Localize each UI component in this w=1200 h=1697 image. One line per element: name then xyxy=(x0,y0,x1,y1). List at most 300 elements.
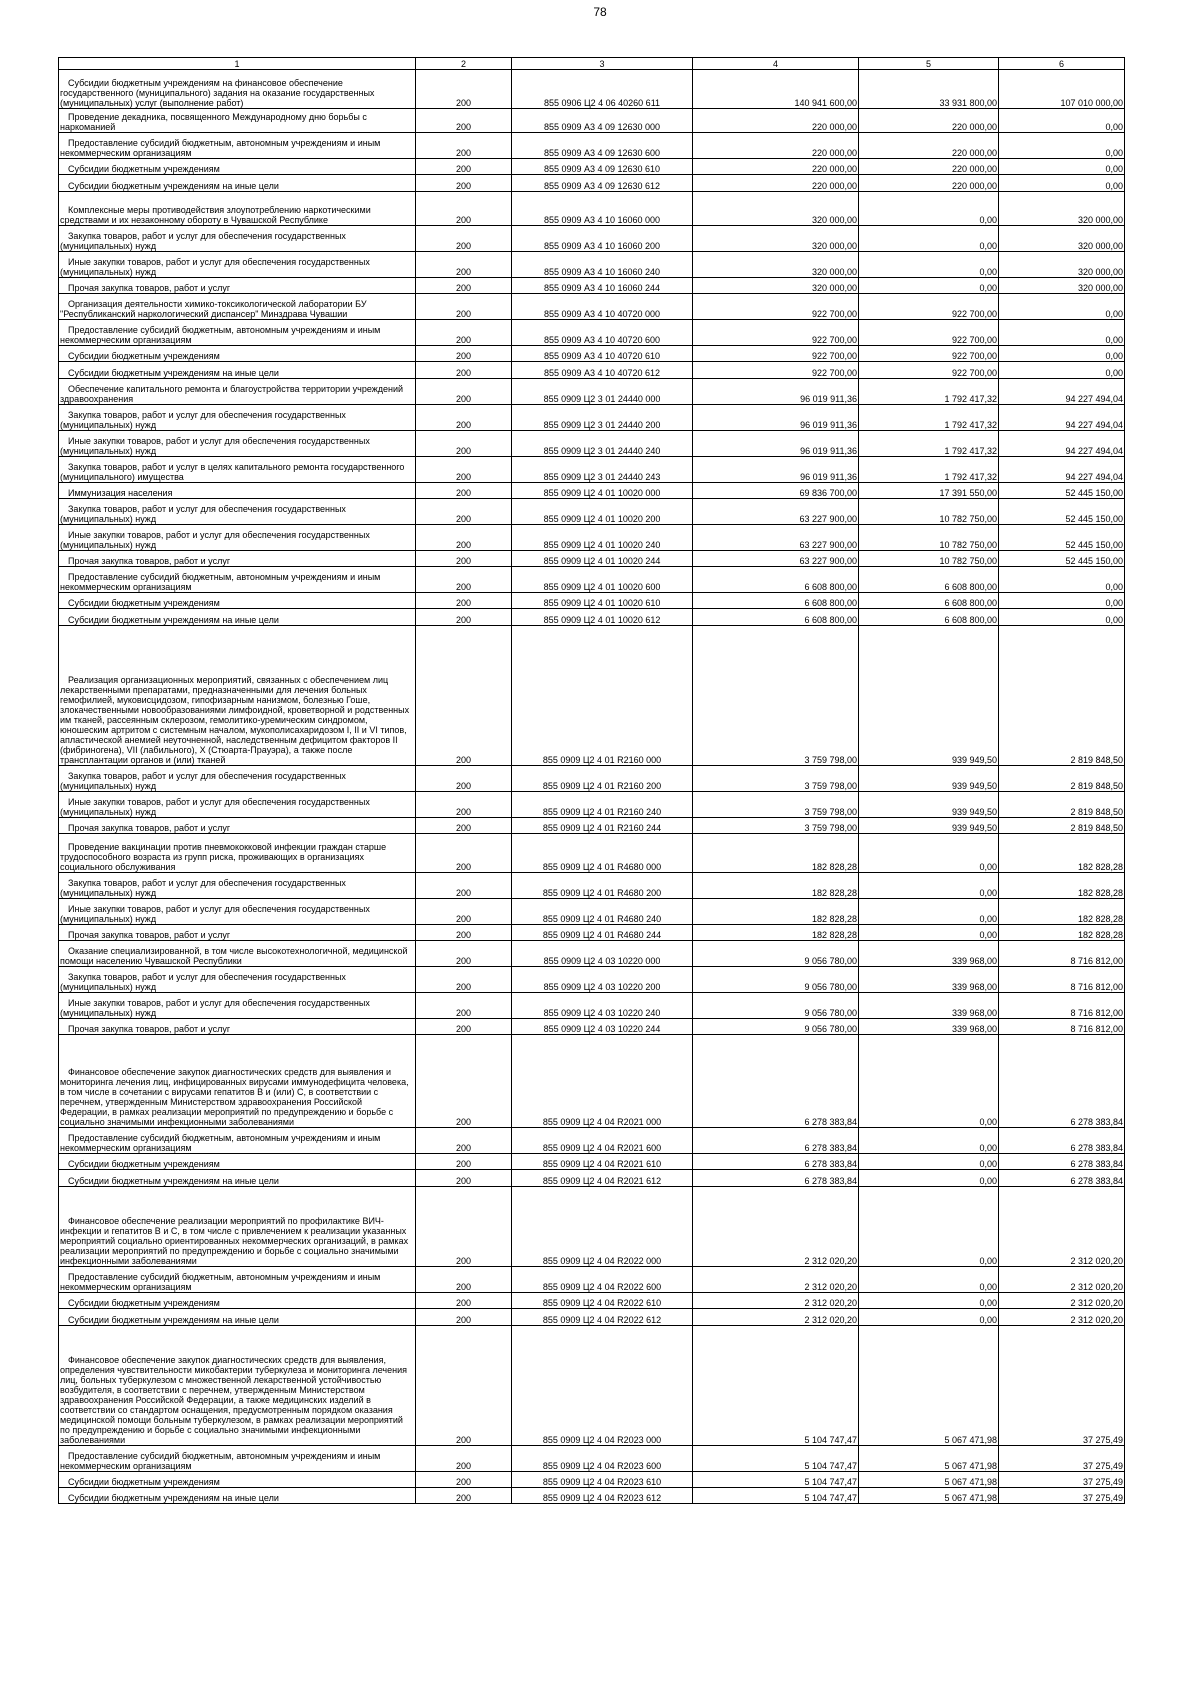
row-amount-col6-cell: 0,00 xyxy=(999,133,1125,159)
row-amount-col5-cell: 339 968,00 xyxy=(859,941,999,967)
row-name-cell xyxy=(59,1446,416,1472)
row-amount-col6-cell: 52 445 150,00 xyxy=(999,483,1125,499)
column-header-6: 6 xyxy=(999,58,1125,70)
row-col2-cell: 200 xyxy=(416,941,512,967)
row-code-cell: 855 0909 Ц2 4 04 R2021 000 xyxy=(512,1035,693,1128)
row-amount-col5-cell: 0,00 xyxy=(859,1035,999,1128)
column-header-1: 1 xyxy=(59,58,416,70)
row-amount-col5-cell: 0,00 xyxy=(859,1170,999,1187)
row-code-cell: 855 0909 Ц2 4 04 R2021 610 xyxy=(512,1154,693,1170)
row-code-cell: 855 0909 Ц2 4 01 R4680 200 xyxy=(512,873,693,899)
row-name-cell xyxy=(59,525,416,551)
row-amount-col6-cell: 0,00 xyxy=(999,159,1125,175)
row-code-cell: 855 0909 Ц2 4 03 10220 000 xyxy=(512,941,693,967)
column-header-5: 5 xyxy=(859,58,999,70)
row-name-cell xyxy=(59,457,416,483)
row-amount-col6-cell: 8 716 812,00 xyxy=(999,993,1125,1019)
row-name-cell xyxy=(59,626,416,766)
row-col2-cell: 200 xyxy=(416,431,512,457)
table-row xyxy=(59,1326,1125,1446)
table-row xyxy=(59,405,1125,431)
row-name-cell xyxy=(59,109,416,133)
table-row xyxy=(59,159,1125,175)
row-name-cell xyxy=(59,593,416,609)
row-code-cell: 855 0909 Ц2 4 03 10220 200 xyxy=(512,967,693,993)
row-name-text: Прочая закупка товаров, работ и услуг xyxy=(68,1024,231,1034)
row-amount-col5-cell: 922 700,00 xyxy=(859,346,999,362)
row-code-cell: 855 0909 Ц2 4 01 10020 240 xyxy=(512,525,693,551)
row-code-cell: 855 0909 Ц2 4 01 R2160 000 xyxy=(512,626,693,766)
row-name-cell xyxy=(59,192,416,226)
row-name-text: Предоставление субсидий бюджетным, автономным учреждениям и иным некоммерческим организациям xyxy=(60,1272,381,1292)
row-amount-col5-cell: 220 000,00 xyxy=(859,109,999,133)
row-amount-col6-cell: 2 819 848,50 xyxy=(999,792,1125,818)
row-amount-col5-cell: 1 792 417,32 xyxy=(859,457,999,483)
row-amount-col5-cell: 0,00 xyxy=(859,1187,999,1267)
row-amount-col5-cell: 0,00 xyxy=(859,192,999,226)
row-amount-col5-cell: 0,00 xyxy=(859,1128,999,1154)
row-name-cell xyxy=(59,925,416,941)
row-amount-total-cell: 5 104 747,47 xyxy=(693,1326,859,1446)
table-row xyxy=(59,278,1125,294)
row-col2-cell: 200 xyxy=(416,405,512,431)
row-amount-col5-cell: 0,00 xyxy=(859,1309,999,1326)
table-row xyxy=(59,818,1125,834)
row-amount-col6-cell: 0,00 xyxy=(999,294,1125,320)
table-row xyxy=(59,834,1125,873)
row-amount-col5-cell: 0,00 xyxy=(859,1293,999,1309)
row-name-text: Иные закупки товаров, работ и услуг для обеспечения государственных (муниципальных) нужд xyxy=(60,797,370,817)
row-amount-col5-cell: 5 067 471,98 xyxy=(859,1472,999,1488)
row-col2-cell: 200 xyxy=(416,873,512,899)
table-row xyxy=(59,593,1125,609)
row-col2-cell: 200 xyxy=(416,993,512,1019)
row-amount-col6-cell: 182 828,28 xyxy=(999,899,1125,925)
row-amount-total-cell: 96 019 911,36 xyxy=(693,405,859,431)
row-amount-col6-cell: 107 010 000,00 xyxy=(999,70,1125,109)
row-col2-cell: 200 xyxy=(416,925,512,941)
row-name-cell xyxy=(59,362,416,379)
table-row xyxy=(59,609,1125,626)
row-name-cell xyxy=(59,1035,416,1128)
row-amount-col6-cell: 52 445 150,00 xyxy=(999,525,1125,551)
row-name-text: Субсидии бюджетным учреждениям xyxy=(68,1159,220,1169)
row-name-text: Организация деятельности химико-токсикологической лаборатории БУ "Республиканский наркологический диспансер" Минздрава Чувашии xyxy=(60,299,367,319)
column-header-2: 2 xyxy=(416,58,512,70)
table-row xyxy=(59,1170,1125,1187)
row-amount-col5-cell: 0,00 xyxy=(859,899,999,925)
row-amount-col6-cell: 94 227 494,04 xyxy=(999,379,1125,405)
row-amount-col5-cell: 220 000,00 xyxy=(859,159,999,175)
row-amount-col6-cell: 37 275,49 xyxy=(999,1472,1125,1488)
row-amount-total-cell: 320 000,00 xyxy=(693,192,859,226)
row-code-cell: 855 0909 А3 4 09 12630 612 xyxy=(512,175,693,192)
row-amount-col6-cell: 2 312 020,20 xyxy=(999,1187,1125,1267)
row-col2-cell: 200 xyxy=(416,1309,512,1326)
row-name-cell xyxy=(59,346,416,362)
row-amount-total-cell: 9 056 780,00 xyxy=(693,941,859,967)
row-amount-col6-cell: 2 819 848,50 xyxy=(999,626,1125,766)
table-row xyxy=(59,175,1125,192)
row-amount-total-cell: 2 312 020,20 xyxy=(693,1267,859,1293)
row-amount-col5-cell: 922 700,00 xyxy=(859,362,999,379)
row-name-cell xyxy=(59,993,416,1019)
table-row xyxy=(59,431,1125,457)
row-name-text: Закупка товаров, работ и услуг для обеспечения государственных (муниципальных) нужд xyxy=(60,410,346,430)
row-amount-total-cell: 3 759 798,00 xyxy=(693,818,859,834)
row-amount-total-cell: 182 828,28 xyxy=(693,925,859,941)
row-amount-total-cell: 3 759 798,00 xyxy=(693,792,859,818)
row-col2-cell: 200 xyxy=(416,1170,512,1187)
row-col2-cell: 200 xyxy=(416,1187,512,1267)
row-name-cell xyxy=(59,941,416,967)
row-name-cell xyxy=(59,1472,416,1488)
row-name-text: Закупка товаров, работ и услуг для обеспечения государственных (муниципальных) нужд xyxy=(60,771,346,791)
table-row xyxy=(59,1472,1125,1488)
row-amount-col5-cell: 0,00 xyxy=(859,278,999,294)
table-row xyxy=(59,567,1125,593)
row-amount-col5-cell: 0,00 xyxy=(859,1154,999,1170)
table-row xyxy=(59,1309,1125,1326)
row-col2-cell: 200 xyxy=(416,1267,512,1293)
row-amount-col6-cell: 52 445 150,00 xyxy=(999,551,1125,567)
table-row xyxy=(59,626,1125,766)
row-name-cell xyxy=(59,252,416,278)
row-name-cell xyxy=(59,431,416,457)
row-amount-col6-cell: 2 819 848,50 xyxy=(999,766,1125,792)
table-row xyxy=(59,873,1125,899)
table-row xyxy=(59,1019,1125,1035)
row-amount-total-cell: 5 104 747,47 xyxy=(693,1488,859,1504)
row-amount-col6-cell: 182 828,28 xyxy=(999,834,1125,873)
row-name-cell xyxy=(59,818,416,834)
row-name-text: Субсидии бюджетным учреждениям xyxy=(68,1298,220,1308)
row-col2-cell: 200 xyxy=(416,252,512,278)
row-amount-col5-cell: 5 067 471,98 xyxy=(859,1488,999,1504)
row-name-cell xyxy=(59,567,416,593)
row-amount-total-cell: 2 312 020,20 xyxy=(693,1309,859,1326)
row-col2-cell: 200 xyxy=(416,320,512,346)
row-amount-col5-cell: 220 000,00 xyxy=(859,133,999,159)
row-col2-cell: 200 xyxy=(416,1446,512,1472)
table-row xyxy=(59,362,1125,379)
row-amount-total-cell: 3 759 798,00 xyxy=(693,766,859,792)
row-name-text: Проведение декадника, посвященного Международному дню борьбы с наркоманией xyxy=(60,112,367,132)
row-amount-col6-cell: 2 312 020,20 xyxy=(999,1267,1125,1293)
row-code-cell: 855 0909 Ц2 3 01 24440 240 xyxy=(512,431,693,457)
row-col2-cell: 200 xyxy=(416,1128,512,1154)
row-col2-cell: 200 xyxy=(416,967,512,993)
row-amount-col6-cell: 0,00 xyxy=(999,175,1125,192)
row-name-cell xyxy=(59,1293,416,1309)
column-header-4: 4 xyxy=(693,58,859,70)
row-name-cell xyxy=(59,609,416,626)
table-row xyxy=(59,70,1125,109)
row-amount-total-cell: 2 312 020,20 xyxy=(693,1187,859,1267)
row-col2-cell: 200 xyxy=(416,525,512,551)
table-row xyxy=(59,525,1125,551)
table-row xyxy=(59,766,1125,792)
row-code-cell: 855 0906 Ц2 4 06 40260 611 xyxy=(512,70,693,109)
row-col2-cell: 200 xyxy=(416,834,512,873)
row-col2-cell: 200 xyxy=(416,133,512,159)
row-code-cell: 855 0909 Ц2 4 01 R4680 240 xyxy=(512,899,693,925)
row-amount-col6-cell: 37 275,49 xyxy=(999,1488,1125,1504)
column-header-3: 3 xyxy=(512,58,693,70)
row-amount-col6-cell: 94 227 494,04 xyxy=(999,457,1125,483)
row-amount-col5-cell: 10 782 750,00 xyxy=(859,551,999,567)
row-col2-cell: 200 xyxy=(416,1472,512,1488)
row-amount-col6-cell: 182 828,28 xyxy=(999,925,1125,941)
row-name-text: Комплексные меры противодействия злоупотреблению наркотическими средствами и их незаконному обороту в Чувашской Республике xyxy=(60,205,371,225)
row-name-text: Иные закупки товаров, работ и услуг для обеспечения государственных (муниципальных) нужд xyxy=(60,257,370,277)
row-name-text: Финансовое обеспечение закупок диагностических средств для выявления, определения чувствительности микобактерии туберкулеза и мониторинга лечения лиц, больных туберкулезом с множественной лекарственной устойчивостью возбудителя, в соответствии с перечнем, утвержденным Министерством здравоохранения Российской Федерации, а также медицинских изделий в соответствии со стандартом оснащения, предусмотренным порядком оказания медицинской помощи больным туберкулезом, в рамках реализации мероприятий по предупреждению и борьбе с социально значимыми инфекционными заболеваниями xyxy=(60,1355,407,1445)
row-amount-col6-cell: 320 000,00 xyxy=(999,226,1125,252)
row-name-text: Предоставление субсидий бюджетным, автономным учреждениям и иным некоммерческим организациям xyxy=(60,325,381,345)
row-col2-cell: 200 xyxy=(416,551,512,567)
row-col2-cell: 200 xyxy=(416,457,512,483)
row-code-cell: 855 0909 Ц2 4 04 R2022 000 xyxy=(512,1187,693,1267)
row-amount-col5-cell: 339 968,00 xyxy=(859,967,999,993)
table-row xyxy=(59,133,1125,159)
table-row xyxy=(59,993,1125,1019)
row-amount-total-cell: 220 000,00 xyxy=(693,133,859,159)
row-name-text: Предоставление субсидий бюджетным, автономным учреждениям и иным некоммерческим организациям xyxy=(60,1133,381,1153)
row-amount-col6-cell: 0,00 xyxy=(999,362,1125,379)
row-amount-total-cell: 922 700,00 xyxy=(693,294,859,320)
row-amount-col5-cell: 6 608 800,00 xyxy=(859,609,999,626)
row-amount-total-cell: 6 608 800,00 xyxy=(693,609,859,626)
row-code-cell: 855 0909 Ц2 4 04 R2021 600 xyxy=(512,1128,693,1154)
row-amount-col5-cell: 1 792 417,32 xyxy=(859,405,999,431)
row-amount-col6-cell: 320 000,00 xyxy=(999,252,1125,278)
row-amount-col6-cell: 0,00 xyxy=(999,567,1125,593)
row-code-cell: 855 0909 Ц2 4 03 10220 240 xyxy=(512,993,693,1019)
row-amount-total-cell: 96 019 911,36 xyxy=(693,379,859,405)
row-amount-col6-cell: 94 227 494,04 xyxy=(999,405,1125,431)
row-col2-cell: 200 xyxy=(416,626,512,766)
row-code-cell: 855 0909 Ц2 4 01 10020 000 xyxy=(512,483,693,499)
row-amount-col5-cell: 0,00 xyxy=(859,252,999,278)
row-amount-col6-cell: 6 278 383,84 xyxy=(999,1035,1125,1128)
row-amount-total-cell: 922 700,00 xyxy=(693,320,859,346)
row-name-text: Иные закупки товаров, работ и услуг для обеспечения государственных (муниципальных) нужд xyxy=(60,530,370,550)
row-name-text: Прочая закупка товаров, работ и услуг xyxy=(68,823,231,833)
row-code-cell: 855 0909 А3 4 10 40720 600 xyxy=(512,320,693,346)
row-amount-col5-cell: 1 792 417,32 xyxy=(859,431,999,457)
table-row xyxy=(59,320,1125,346)
row-amount-total-cell: 140 941 600,00 xyxy=(693,70,859,109)
row-col2-cell: 200 xyxy=(416,278,512,294)
row-amount-total-cell: 6 278 383,84 xyxy=(693,1170,859,1187)
row-name-cell xyxy=(59,278,416,294)
row-name-text: Субсидии бюджетным учреждениям на финансовое обеспечение государственного (муниципального) задания на оказание государственных (муниципальных) услуг (выполнение работ) xyxy=(60,78,375,108)
row-name-cell xyxy=(59,834,416,873)
row-amount-total-cell: 9 056 780,00 xyxy=(693,967,859,993)
table-row xyxy=(59,294,1125,320)
row-amount-total-cell: 220 000,00 xyxy=(693,175,859,192)
row-col2-cell: 200 xyxy=(416,499,512,525)
row-amount-col5-cell: 33 931 800,00 xyxy=(859,70,999,109)
row-amount-total-cell: 6 608 800,00 xyxy=(693,593,859,609)
row-code-cell: 855 0909 Ц2 4 01 R4680 244 xyxy=(512,925,693,941)
table-row xyxy=(59,1293,1125,1309)
row-name-cell xyxy=(59,499,416,525)
row-col2-cell: 200 xyxy=(416,766,512,792)
row-code-cell: 855 0909 Ц2 4 04 R2023 000 xyxy=(512,1326,693,1446)
row-name-text: Прочая закупка товаров, работ и услуг xyxy=(68,930,231,940)
row-name-cell xyxy=(59,1326,416,1446)
row-code-cell: 855 0909 Ц2 4 03 10220 244 xyxy=(512,1019,693,1035)
row-name-text: Предоставление субсидий бюджетным, автономным учреждениям и иным некоммерческим организациям xyxy=(60,138,381,158)
row-name-text: Предоставление субсидий бюджетным, автономным учреждениям и иным некоммерческим организациям xyxy=(60,1451,381,1471)
row-code-cell: 855 0909 А3 4 09 12630 000 xyxy=(512,109,693,133)
row-amount-col5-cell: 339 968,00 xyxy=(859,993,999,1019)
table-row xyxy=(59,941,1125,967)
row-name-cell xyxy=(59,379,416,405)
row-col2-cell: 200 xyxy=(416,1019,512,1035)
budget-table xyxy=(58,57,1125,1504)
row-code-cell: 855 0909 А3 4 09 12630 600 xyxy=(512,133,693,159)
row-code-cell: 855 0909 Ц2 4 01 10020 612 xyxy=(512,609,693,626)
row-name-text: Иммунизация населения xyxy=(68,488,173,498)
row-name-cell xyxy=(59,320,416,346)
table-row xyxy=(59,1187,1125,1267)
row-amount-col5-cell: 939 949,50 xyxy=(859,818,999,834)
row-amount-col6-cell: 8 716 812,00 xyxy=(999,967,1125,993)
row-code-cell: 855 0909 Ц2 4 04 R2022 610 xyxy=(512,1293,693,1309)
page-number: 78 xyxy=(593,5,607,19)
row-amount-col6-cell: 6 278 383,84 xyxy=(999,1170,1125,1187)
table-row xyxy=(59,551,1125,567)
table-row xyxy=(59,1488,1125,1504)
row-col2-cell: 200 xyxy=(416,483,512,499)
row-amount-total-cell: 5 104 747,47 xyxy=(693,1446,859,1472)
row-amount-col5-cell: 0,00 xyxy=(859,834,999,873)
row-col2-cell: 200 xyxy=(416,1035,512,1128)
row-code-cell: 855 0909 А3 4 10 40720 000 xyxy=(512,294,693,320)
row-amount-total-cell: 182 828,28 xyxy=(693,873,859,899)
row-code-cell: 855 0909 Ц2 3 01 24440 200 xyxy=(512,405,693,431)
row-name-text: Закупка товаров, работ и услуг для обеспечения государственных (муниципальных) нужд xyxy=(60,231,346,251)
row-code-cell: 855 0909 Ц2 4 04 R2022 600 xyxy=(512,1267,693,1293)
table-row xyxy=(59,252,1125,278)
row-code-cell: 855 0909 Ц2 4 01 10020 600 xyxy=(512,567,693,593)
table-row xyxy=(59,1128,1125,1154)
row-amount-col6-cell: 6 278 383,84 xyxy=(999,1154,1125,1170)
row-name-text: Субсидии бюджетным учреждениям на иные цели xyxy=(68,1493,279,1503)
row-col2-cell: 200 xyxy=(416,175,512,192)
row-amount-total-cell: 182 828,28 xyxy=(693,834,859,873)
row-name-cell xyxy=(59,483,416,499)
row-name-text: Субсидии бюджетным учреждениям xyxy=(68,164,220,174)
table-row xyxy=(59,967,1125,993)
row-amount-col6-cell: 37 275,49 xyxy=(999,1326,1125,1446)
row-name-cell xyxy=(59,792,416,818)
row-name-cell xyxy=(59,551,416,567)
table-row xyxy=(59,899,1125,925)
row-amount-total-cell: 9 056 780,00 xyxy=(693,993,859,1019)
row-col2-cell: 200 xyxy=(416,109,512,133)
row-name-text: Реализация организационных мероприятий, связанных с обеспечением лиц лекарственными препаратами, предназначенными для лечения больных гемофилией, муковисцидозом, гипофизарным нанизмом, болезнью Гоше, злокачественными новообразованиями лимфоидной, кроветворной и родственных им тканей, рассеянным склерозом, гемолитико-уремическим синдромом, юношеским артритом с системным началом, мукополисахаридозом I, II и VI типов, апластической анемией неуточненной, наследственным дефицитом факторов II (фибриногена), VII (лабильного), X (Стюарта-Прауэра), а также после трансплантации органов и (или) тканей xyxy=(60,675,410,765)
row-amount-total-cell: 63 227 900,00 xyxy=(693,499,859,525)
row-name-text: Субсидии бюджетным учреждениям на иные цели xyxy=(68,1176,279,1186)
row-code-cell: 855 0909 Ц2 4 01 R2160 200 xyxy=(512,766,693,792)
row-amount-col5-cell: 1 792 417,32 xyxy=(859,379,999,405)
table-row xyxy=(59,1035,1125,1128)
row-amount-total-cell: 320 000,00 xyxy=(693,226,859,252)
row-code-cell: 855 0909 А3 4 10 16060 000 xyxy=(512,192,693,226)
row-col2-cell: 200 xyxy=(416,1154,512,1170)
table-row xyxy=(59,1446,1125,1472)
table-row xyxy=(59,457,1125,483)
row-amount-col5-cell: 17 391 550,00 xyxy=(859,483,999,499)
row-amount-total-cell: 9 056 780,00 xyxy=(693,1019,859,1035)
table-row xyxy=(59,379,1125,405)
row-name-cell xyxy=(59,1488,416,1504)
row-name-cell xyxy=(59,1309,416,1326)
row-code-cell: 855 0909 Ц2 4 01 10020 244 xyxy=(512,551,693,567)
row-amount-col6-cell: 0,00 xyxy=(999,593,1125,609)
table-header xyxy=(59,58,1125,70)
table-row xyxy=(59,346,1125,362)
table-row xyxy=(59,499,1125,525)
row-amount-col6-cell: 8 716 812,00 xyxy=(999,1019,1125,1035)
row-name-cell xyxy=(59,226,416,252)
table-row xyxy=(59,1267,1125,1293)
row-name-text: Прочая закупка товаров, работ и услуг xyxy=(68,556,231,566)
row-amount-total-cell: 63 227 900,00 xyxy=(693,551,859,567)
row-amount-col5-cell: 6 608 800,00 xyxy=(859,593,999,609)
row-amount-total-cell: 96 019 911,36 xyxy=(693,431,859,457)
row-code-cell: 855 0909 Ц2 4 01 R2160 244 xyxy=(512,818,693,834)
row-name-cell xyxy=(59,133,416,159)
row-name-text: Субсидии бюджетным учреждениям xyxy=(68,351,220,361)
row-name-cell xyxy=(59,1267,416,1293)
row-col2-cell: 200 xyxy=(416,1488,512,1504)
row-col2-cell: 200 xyxy=(416,70,512,109)
row-amount-total-cell: 5 104 747,47 xyxy=(693,1472,859,1488)
row-amount-total-cell: 6 278 383,84 xyxy=(693,1035,859,1128)
row-code-cell: 855 0909 Ц2 4 01 10020 200 xyxy=(512,499,693,525)
row-amount-total-cell: 320 000,00 xyxy=(693,278,859,294)
row-amount-total-cell: 6 278 383,84 xyxy=(693,1128,859,1154)
row-name-text: Закупка товаров, работ и услуг для обеспечения государственных (муниципальных) нужд xyxy=(60,504,346,524)
row-amount-col6-cell: 182 828,28 xyxy=(999,873,1125,899)
row-name-cell xyxy=(59,1019,416,1035)
row-code-cell: 855 0909 А3 4 10 16060 240 xyxy=(512,252,693,278)
row-code-cell: 855 0909 Ц2 4 04 R2021 612 xyxy=(512,1170,693,1187)
row-name-cell xyxy=(59,1170,416,1187)
table-body xyxy=(59,70,1125,1504)
row-name-cell xyxy=(59,175,416,192)
row-amount-col6-cell: 0,00 xyxy=(999,109,1125,133)
header-row xyxy=(59,58,1125,70)
table-row xyxy=(59,483,1125,499)
row-name-text: Субсидии бюджетным учреждениям xyxy=(68,1477,220,1487)
row-code-cell: 855 0909 Ц2 4 04 R2023 600 xyxy=(512,1446,693,1472)
row-amount-total-cell: 182 828,28 xyxy=(693,899,859,925)
row-name-cell xyxy=(59,294,416,320)
row-code-cell: 855 0909 Ц2 3 01 24440 000 xyxy=(512,379,693,405)
row-amount-total-cell: 6 608 800,00 xyxy=(693,567,859,593)
row-amount-total-cell: 63 227 900,00 xyxy=(693,525,859,551)
row-name-text: Предоставление субсидий бюджетным, автономным учреждениям и иным некоммерческим организациям xyxy=(60,572,381,592)
row-amount-total-cell: 220 000,00 xyxy=(693,159,859,175)
row-amount-col6-cell: 94 227 494,04 xyxy=(999,431,1125,457)
row-amount-col5-cell: 5 067 471,98 xyxy=(859,1326,999,1446)
table-row xyxy=(59,792,1125,818)
